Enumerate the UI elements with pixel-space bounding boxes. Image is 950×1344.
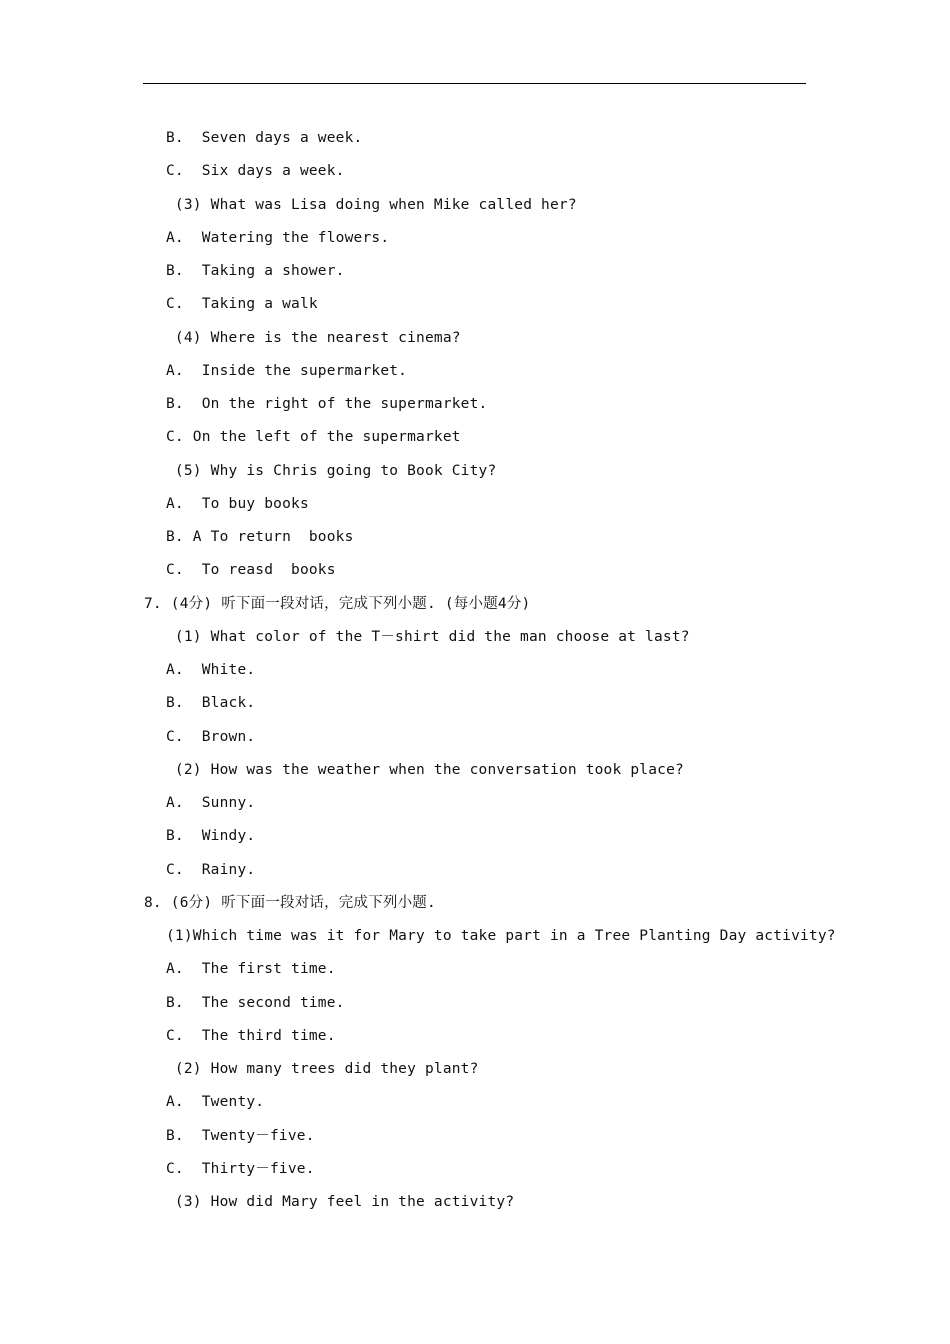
answer-option: B. Windy.: [166, 828, 256, 844]
answer-option: A. Sunny.: [166, 795, 256, 811]
answer-option: B. Twenty－five.: [166, 1128, 315, 1144]
answer-option: B. On the right of the supermarket.: [166, 396, 488, 412]
question-heading: 7. (4分) 听下面一段对话，完成下列小题. (每小题4分): [144, 596, 531, 612]
sub-question: (2) How many trees did they plant?: [166, 1061, 479, 1077]
answer-option: C. Taking a walk: [166, 296, 318, 312]
answer-option: C. On the left of the supermarket: [166, 429, 461, 445]
answer-option: B. Taking a shower.: [166, 263, 345, 279]
sub-question: (1)Which time was it for Mary to take part in a Tree Planting Day activity?: [166, 928, 836, 944]
question-heading: 8. (6分) 听下面一段对话，完成下列小题.: [144, 895, 436, 911]
answer-option: C. To reasd books: [166, 562, 336, 578]
sub-question: (1) What color of the T－shirt did the man choose at last?: [166, 629, 690, 645]
sub-question: (2) How was the weather when the conversation took place?: [166, 762, 684, 778]
answer-option: B. The second time.: [166, 995, 345, 1011]
answer-option: C. Six days a week.: [166, 163, 345, 179]
answer-option: A. Inside the supermarket.: [166, 363, 408, 379]
sub-question: (3) How did Mary feel in the activity?: [166, 1194, 515, 1210]
sub-question: (4) Where is the nearest cinema?: [166, 330, 461, 346]
answer-option: A. White.: [166, 662, 256, 678]
answer-option: A. To buy books: [166, 496, 309, 512]
answer-option: C. Rainy.: [166, 862, 256, 878]
answer-option: B. Black.: [166, 695, 256, 711]
answer-option: B. Seven days a week.: [166, 130, 363, 146]
answer-option: B. A To return books: [166, 529, 354, 545]
sub-question: (5) Why is Chris going to Book City?: [166, 463, 497, 479]
answer-option: A. Twenty.: [166, 1094, 265, 1110]
answer-option: C. Brown.: [166, 729, 256, 745]
sub-question: (3) What was Lisa doing when Mike called her?: [166, 197, 577, 213]
answer-option: A. The first time.: [166, 961, 336, 977]
answer-option: A. Watering the flowers.: [166, 230, 390, 246]
answer-option: C. Thirty－five.: [166, 1161, 315, 1177]
header-rule: [143, 83, 806, 84]
answer-option: C. The third time.: [166, 1028, 336, 1044]
